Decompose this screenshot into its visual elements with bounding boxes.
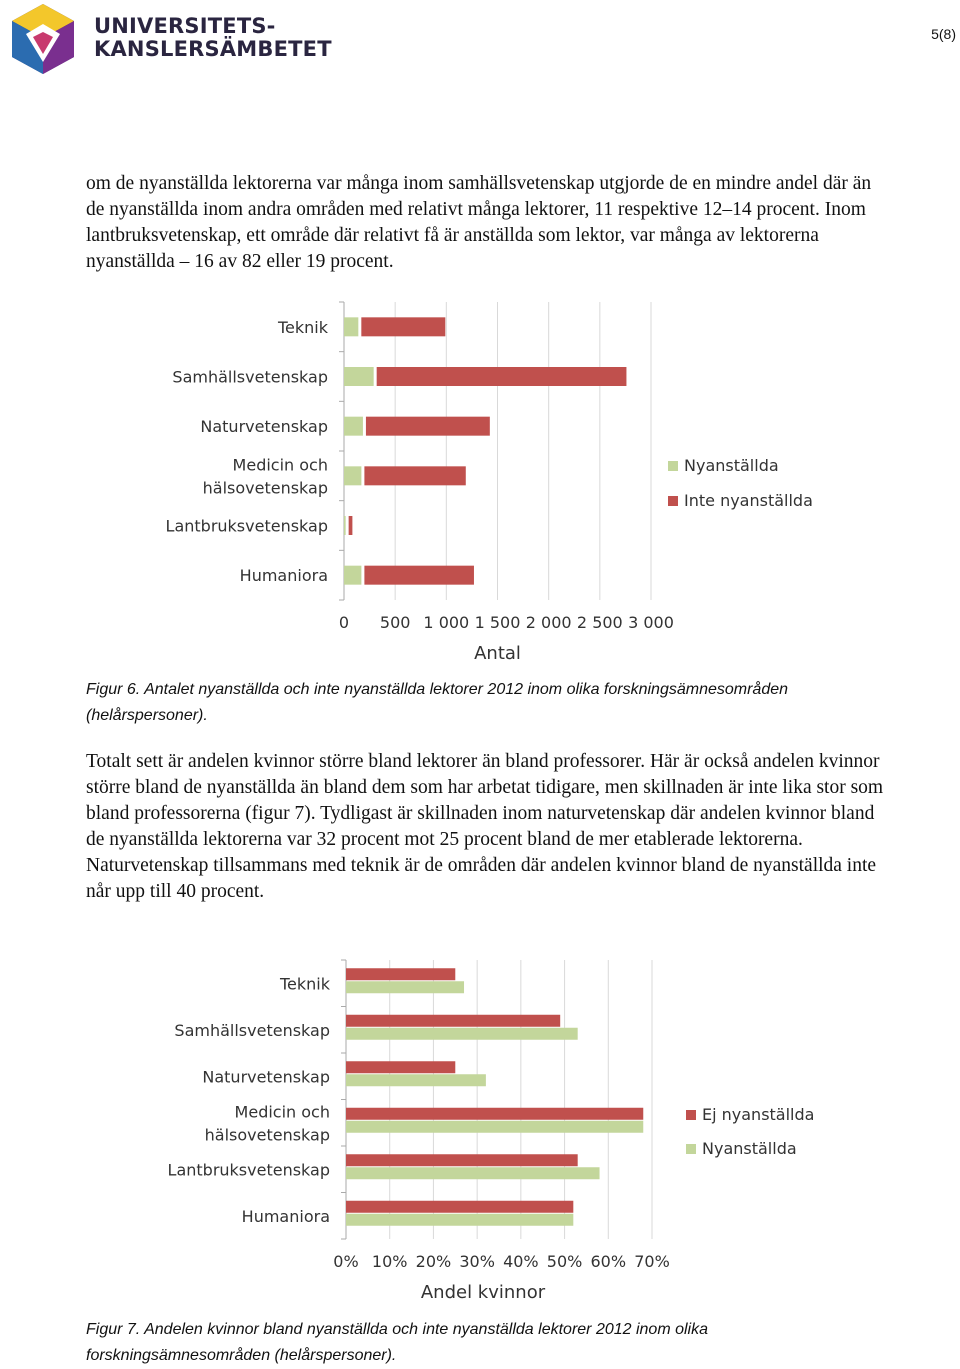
x-tick-label: 0% [333, 1252, 359, 1271]
bar-inte-nyanställda-humaniora [364, 566, 474, 585]
bar-inte-nyanställda-naturvetenskap [366, 417, 490, 436]
category-label-medicin-och-hälsovetenskap: Medicin och [232, 455, 328, 475]
bar-nyanställda-medicin-och-hälsovetenskap [346, 1121, 643, 1133]
bar-nyanställda-samhällsvetenskap [346, 1028, 578, 1040]
bar-ej-nyanställda-naturvetenskap [346, 1061, 455, 1073]
bar-ej-nyanställda-lantbruksvetenskap [346, 1154, 578, 1166]
bar-nyanställda-humaniora [344, 566, 361, 585]
logo-text-line2: KANSLERSÄMBETET [94, 37, 332, 61]
agency-logo [8, 2, 338, 76]
x-tick-label: 70% [634, 1252, 670, 1271]
category-label-humaniora: Humaniora [239, 566, 328, 586]
figure-7-chart [0, 950, 960, 1315]
bar-nyanställda-humaniora [346, 1214, 573, 1226]
bar-nyanställda-teknik [344, 317, 358, 336]
bar-nyanställda-naturvetenskap [344, 417, 363, 436]
bar-nyanställda-lantbruksvetenskap [346, 1167, 600, 1179]
figure-6-chart [0, 290, 960, 670]
bar-ej-nyanställda-medicin-och-hälsovetenskap [346, 1108, 643, 1120]
bar-nyanställda-medicin-och-hälsovetenskap [344, 466, 361, 485]
logo-text-line1: UNIVERSITETS- [94, 14, 276, 38]
category-label-teknik: Teknik [279, 974, 330, 994]
bar-nyanställda-lantbruksvetenskap [344, 516, 346, 535]
category-label-teknik: Teknik [277, 317, 328, 337]
x-tick-label: 1 000 [423, 613, 470, 632]
category-label-medicin-och-hälsovetenskap: hälsovetenskap [204, 1125, 330, 1145]
bar-nyanställda-samhällsvetenskap [344, 367, 374, 386]
x-tick-label: 20% [415, 1252, 452, 1271]
x-tick-label: 30% [459, 1252, 495, 1271]
category-label-lantbruksvetenskap: Lantbruksvetenskap [165, 516, 328, 536]
x-axis-label: Andel kvinnor [420, 1282, 546, 1303]
category-label-samhällsvetenskap: Samhällsvetenskap [174, 1020, 330, 1040]
legend-swatch-ej-nyanställda [686, 1110, 696, 1120]
x-tick-label: 40% [503, 1252, 539, 1271]
legend-swatch-nyanställda [686, 1144, 696, 1154]
legend-label-nyanställda: Nyanställda [702, 1139, 797, 1158]
legend-label-ej-nyanställda: Ej nyanställda [702, 1105, 815, 1124]
x-tick-label: 3 000 [628, 613, 674, 632]
x-tick-label: 50% [546, 1252, 583, 1271]
x-axis-label: Antal [474, 643, 521, 664]
category-label-naturvetenskap: Naturvetenskap [200, 417, 328, 437]
bar-ej-nyanställda-samhällsvetenskap [346, 1015, 560, 1027]
legend-swatch-nyanställda [668, 461, 678, 471]
page-number: 5(8) [931, 26, 956, 42]
x-tick-label: 2 000 [525, 613, 572, 632]
category-label-samhällsvetenskap: Samhällsvetenskap [172, 367, 328, 387]
category-label-humaniora: Humaniora [241, 1206, 330, 1226]
figure-7-caption: Figur 7. Andelen kvinnor bland nyanställda och inte nyanställda lektorer 2012 inom olika forskningsämnesområden (helårspersoner). [86, 1321, 709, 1364]
category-label-medicin-och-hälsovetenskap: hälsovetenskap [202, 478, 328, 498]
x-tick-label: 0 [338, 613, 350, 632]
x-tick-label: 60% [590, 1252, 627, 1271]
bar-nyanställda-teknik [346, 981, 464, 993]
category-label-naturvetenskap: Naturvetenskap [202, 1067, 330, 1087]
category-label-lantbruksvetenskap: Lantbruksvetenskap [167, 1160, 330, 1180]
figure-6-caption: Figur 6. Antalet nyanställda och inte nyanställda lektorer 2012 inom olika forskningsämnesområden (helårspersoner). [86, 681, 789, 724]
bar-ej-nyanställda-humaniora [346, 1201, 573, 1213]
bar-nyanställda-naturvetenskap [346, 1074, 486, 1086]
x-tick-label: 500 [379, 613, 411, 632]
x-tick-label: 10% [371, 1252, 408, 1271]
bar-ej-nyanställda-teknik [346, 968, 455, 980]
bar-inte-nyanställda-samhällsvetenskap [377, 367, 627, 386]
bar-inte-nyanställda-teknik [361, 317, 445, 336]
legend-label-inte-nyanställda: Inte nyanställda [684, 491, 813, 510]
x-tick-label: 2 500 [576, 613, 623, 632]
body-paragraph-1: om de nyanställda lektorerna var många inom samhällsvetenskap utgjorde de en mindre andel där än de nyanställda inom andra områden med relativt många lektorer, 11 respektive 12–14 procent. Inom lantbruksvetenskap, ett område där relativt få är anställda som lektor, var många av lektorerna nyanställda – 16 av 82 eller 19 procent. [86, 173, 872, 272]
legend-label-nyanställda: Nyanställda [684, 456, 779, 475]
category-label-medicin-och-hälsovetenskap: Medicin och [234, 1102, 330, 1122]
bar-inte-nyanställda-lantbruksvetenskap [349, 516, 353, 535]
x-tick-label: 1 500 [474, 613, 521, 632]
bar-inte-nyanställda-medicin-och-hälsovetenskap [364, 466, 465, 485]
legend-swatch-inte-nyanställda [668, 496, 678, 506]
body-paragraph-2: Totalt sett är andelen kvinnor större bland lektorer än bland professorer. Här är också andelen kvinnor större bland de nyanställda än bland dem som har arbetat tidigare, men skillnaden är inte lika stor som bland professorerna (figur 7). Tydligast är skillnaden inom naturvetenskap där andelen kvinnor bland de nyanställda lektorerna var 32 procent mot 25 procent bland de mer etablerade lektorerna. Naturvetenskap tillsammans med teknik är de områden där andelen kvinnor bland de nyanställda inte når upp till 40 procent. [86, 751, 884, 902]
logo-mark-icon [8, 2, 78, 76]
